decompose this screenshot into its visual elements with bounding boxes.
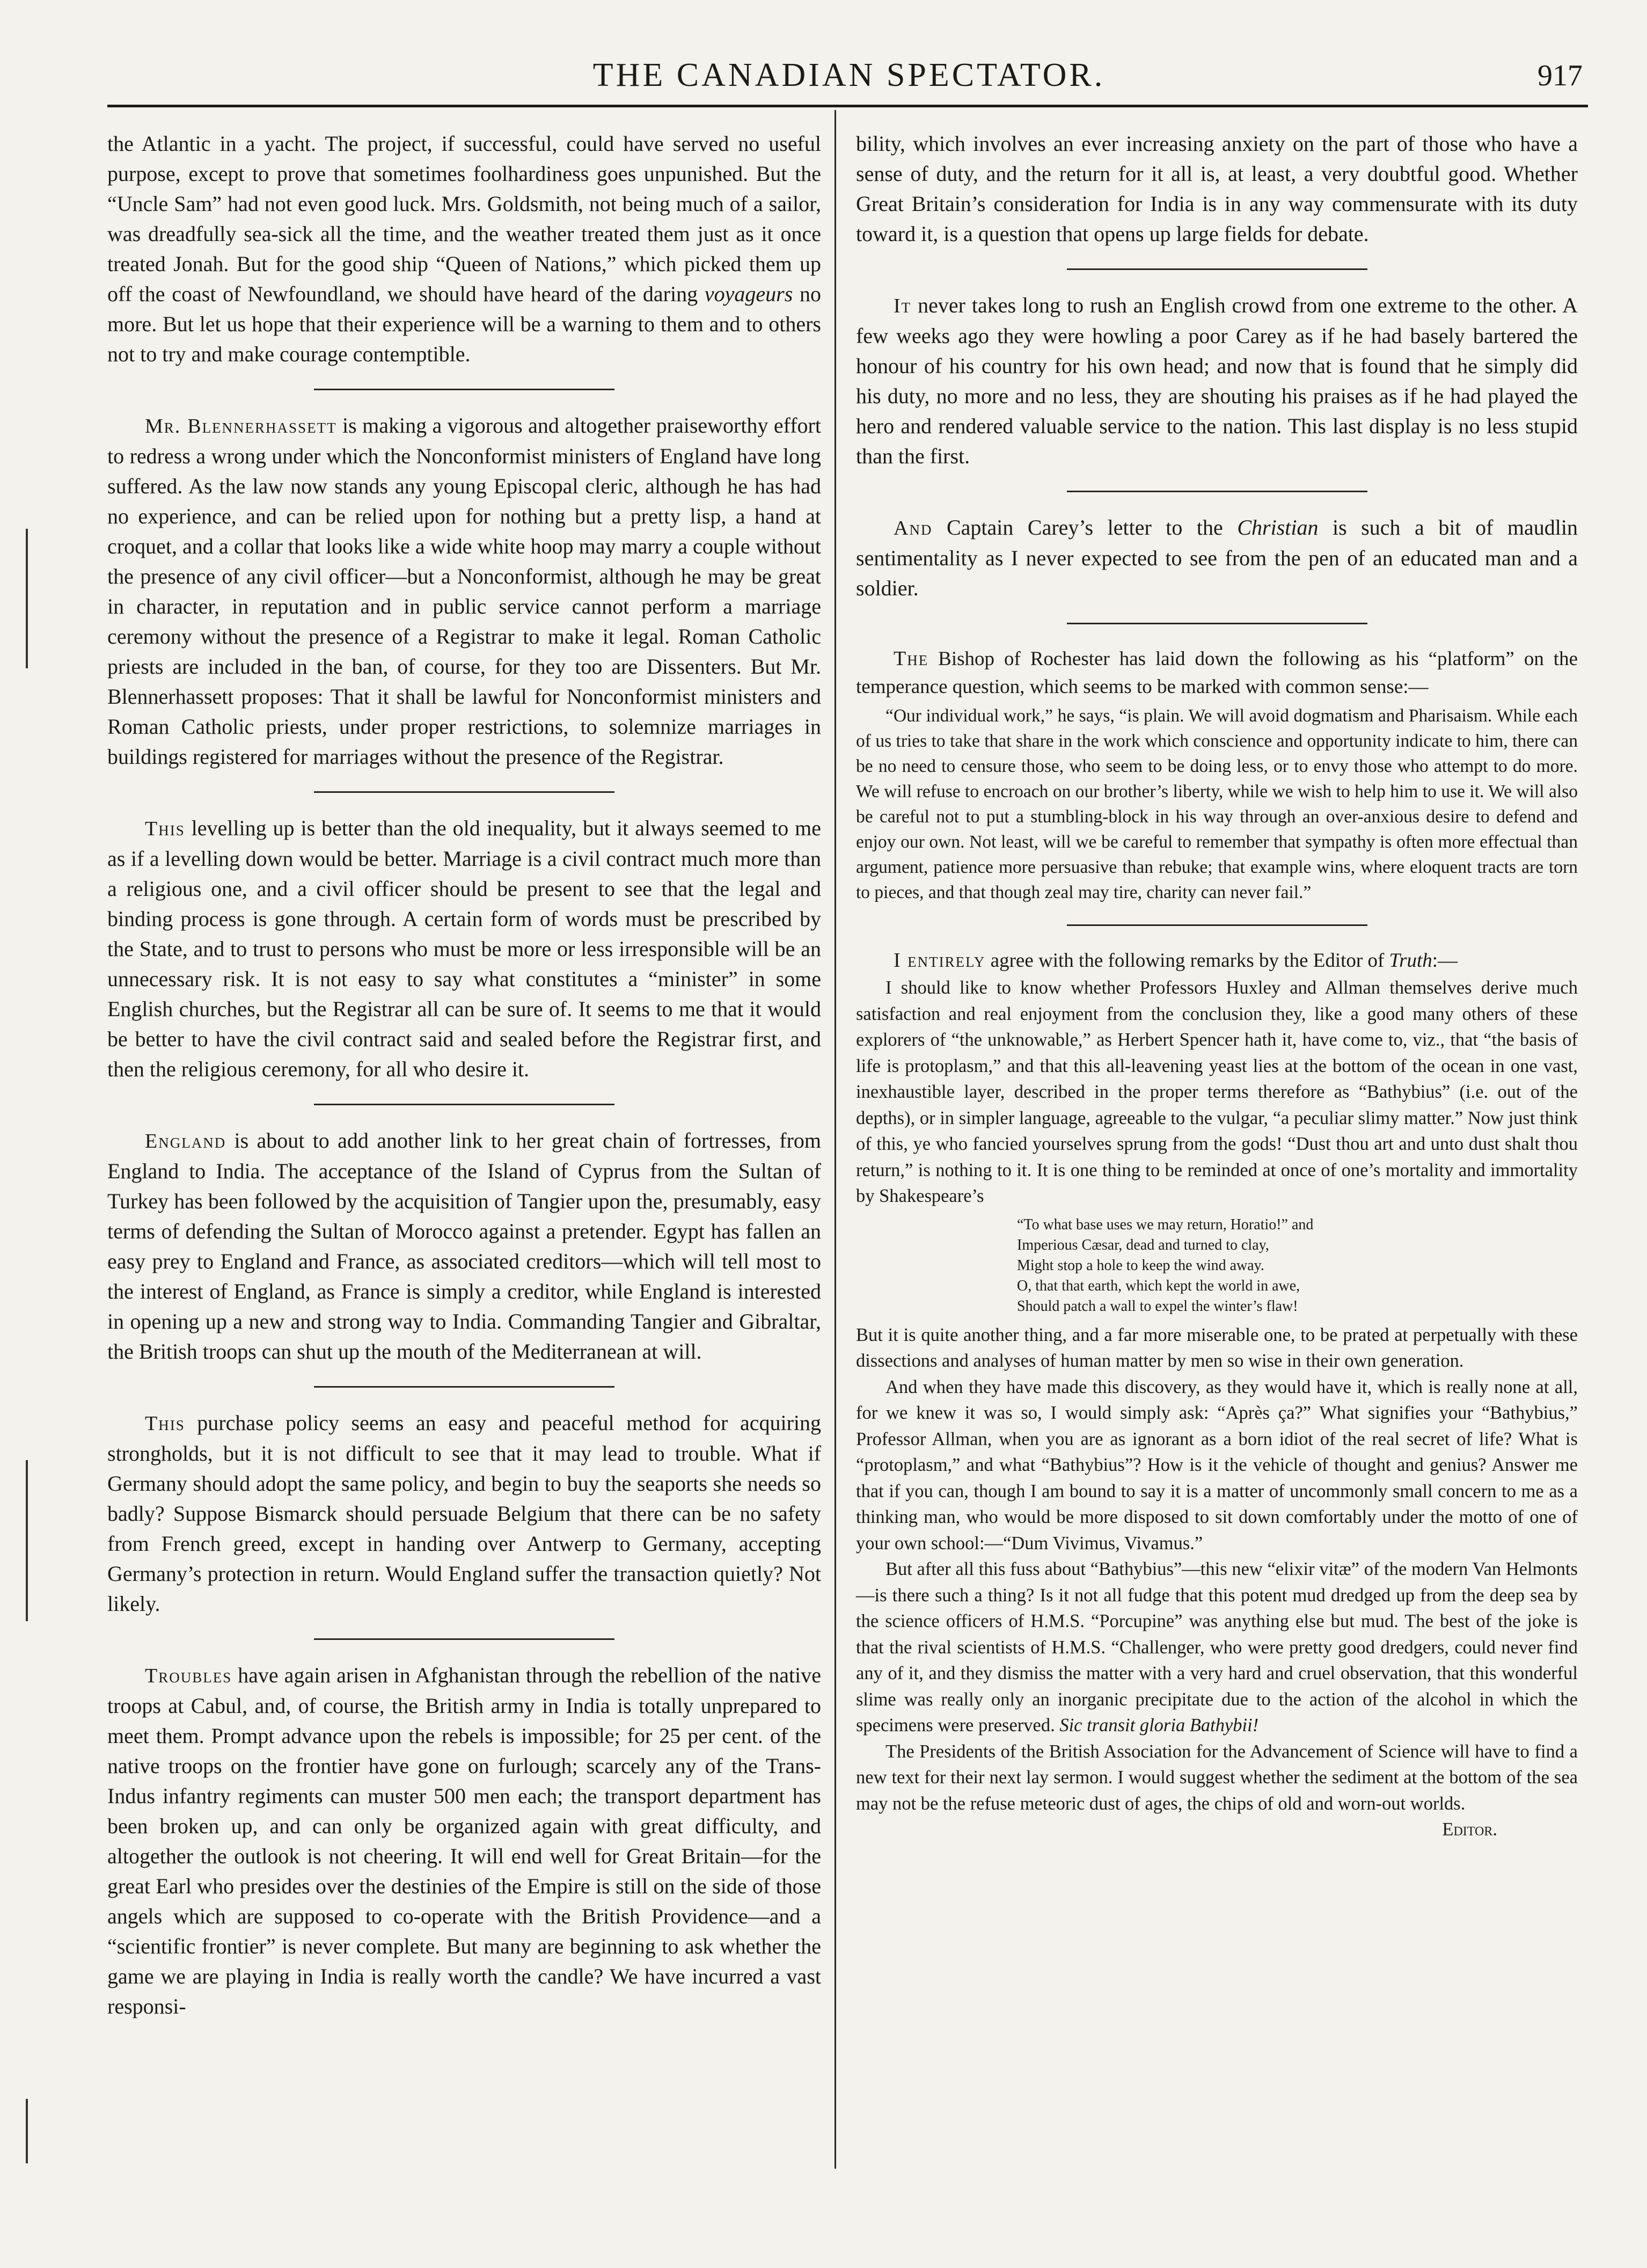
right-column <box>856 129 1578 1843</box>
excerpt-paragraph: The Presidents of the British Association for the Advancement of Science will have to find a new text for their next lay sermon. I would suggest whether the sediment at the bottom of the sea may not be the refuse meteoric dust of ages, the chips of old and worn-out worlds. <box>856 1741 1578 1814</box>
margin-mark <box>26 1460 28 1621</box>
poem-line: Might stop a hole to keep the wind away. <box>1017 1257 1264 1274</box>
section-separator <box>314 1638 614 1640</box>
publication-title: THE CANADIAN SPECTATOR. <box>592 57 1106 93</box>
left-column <box>107 129 821 2022</box>
poem-line: “To what base uses we may return, Horatio!” and <box>1017 1216 1314 1233</box>
section-separator <box>314 1104 614 1105</box>
article-paragraph: It never takes long to rush an English crowd from one extreme to the other. A few weeks ago they were howling a poor Carey as if he had basely bartered the honour of his country for his own head; and now that is found that he simply did his duty, no more and no less, they are shouting his praises as if he had played the hero and rendered valuable service to the nation. This last display is no less stupid than the first. <box>856 293 1578 468</box>
editor-signature: Editor. <box>1442 1819 1497 1840</box>
section-separator <box>1067 924 1367 926</box>
article-paragraph: Mr. Blennerhassett is making a vigorous and altogether praiseworthy effort to redress a wrong under which the Nonconformist ministers of England have long suffered. As the law now stands any young Episcopal cleric, although he has had no experience, and can be relied upon for nothing but a pretty lisp, a hand at croquet, and a collar that looks like a wide white hoop may marry a couple without the presence of any civil officer—but a Nonconformist, although he may be great in character, in reputation and in public service cannot perform a marriage ceremony without the presence of a Registrar to make it legal. Roman Catholic priests are included in the ban, of course, for they too are Dissenters. But Mr. Blennerhassett proposes: That it shall be lawful for Nonconformist ministers and Roman Catholic priests, under proper restrictions, to solemnize marriages in buildings registered for marriages without the presence of the Registrar. <box>107 413 821 769</box>
article-paragraph: Troubles have again arisen in Afghanistan through the rebellion of the native troops at Cabul, and, of course, the British army in India is totally unprepared to meet them. Prompt advance upon the rebels is impossible; for 25 per cent. of the native troops on the frontier have gone on furlough; scarcely any of the Trans-Indus infantry regiments can muster 500 men each; the transport department has been broken up, and can only be organized again with great difficulty, and altogether the outlook is not cheering. It will end well for Great Britain—for the great Earl who presides over the destinies of the Empire is still on the side of those angels which are supposed to co-operate with the British Providence—and a “scientific frontier” is never complete. But many are beginning to ask whether the game we are playing in India is really worth the candle? We have incurred a vast responsi- <box>107 1663 821 2018</box>
excerpt-paragraph: And when they have made this discovery, as they would have it, which is really none at all, for we knew it was so, I would simply ask: “Après ça?” What signifies your “Bathybius,” Professor Allman, when you are as ignorant as a born idiot of the real secret of life? What is “protoplasm,” and what “Bathybius”? How is it the vehicle of thought and genius? Answer me that if you can, though I am bound to say it is a matter of uncommonly small concern to me as a thinking man, who would be more disposed to sit down comfortably under the motto of one of your own school:—“Dum Vivimus, Vivamus.” <box>856 1376 1578 1554</box>
shakespeare-quote <box>1017 1215 1578 1317</box>
article-paragraph: And Captain Carey’s letter to the Christian is such a bit of maudlin sentimentality as I never expected to see from the pen of an educated man and a soldier. <box>856 515 1578 600</box>
quote-paragraph: “Our individual work,” he says, “is plain. We will avoid dogmatism and Pharisaism. While each of us tries to take that share in the work which conscience and opportunity indicate to him, there can be no need to censure those, who seem to be doing less, or to envy those who attempt to do more. We will refuse to encroach on our brother’s liberty, while we wish to help him to use it. We will also be careful not to put a stumbling-block in his way through an over-anxious desire to defend and enjoy our own. Not least, will we be careful to remember that sympathy is often more effectual than argument, patience more persuasive than rebuke; that example wins, where eloquent tracts are torn to pieces, and that though zeal may tire, charity can never fail.” <box>856 706 1578 902</box>
article-paragraph: The Bishop of Rochester has laid down the following as his “platform” on the temperance question, which seems to be marked with common sense:— <box>856 647 1578 698</box>
section-separator <box>314 389 614 390</box>
poem-line: Imperious Cæsar, dead and turned to clay, <box>1017 1236 1269 1253</box>
article-paragraph: the Atlantic in a yacht. The project, if successful, could have served no useful purpose, except to prove that sometimes foolhardiness goes unpunished. But the “Uncle Sam” had not even good luck. Mrs. Goldsmith, not being much of a sailor, was dreadfully sea-sick all the time, and the weather treated them just as it once treated Jonah. But for the good ship “Queen of Nations,” which picked them up off the coast of Newfoundland, we should have heard of the daring voyageurs no more. But let us hope that their experience will be a warning to them and to others not to try and make courage contemptible. <box>107 132 821 366</box>
article-paragraph: This levelling up is better than the old inequality, but it always seemed to me as if a levelling down would be better. Marriage is a civil contract much more than a religious one, and a civil officer should be present to see that the legal and binding process is gone through. A certain form of words must be prescribed by the State, and to trust to persons who must be more or less irresponsible will be an unnecessary risk. It is not easy to say what constitutes a “minister” in some English churches, but the Registrar all can be sure of. It seems to me that it would be better to have the civil contract said and sealed before the Registrar first, and then the religious ceremony, for all who desire it. <box>107 816 821 1081</box>
truth-excerpt <box>856 975 1578 1843</box>
column-divider <box>835 110 836 2169</box>
margin-mark <box>26 2099 28 2163</box>
excerpt-paragraph: But it is quite another thing, and a far more miserable one, to be prated at perpetually with these dissections and analyses of human matter by men so wise in their own generation. <box>856 1324 1578 1371</box>
excerpt-paragraph: I should like to know whether Professors Huxley and Allman themselves derive much satisfaction and real enjoyment from the conclusion they, like a good many others of these explorers of “the unknowable,” as Herbert Spencer hath it, have come to, viz., that “the basis of life is protoplasm,” and that this all-leavening yeast lies at the bottom of the ocean in one vast, inexhaustible layer, described in the proper terms therefore as “Bathybius” (i.e. out of the depths), or in simpler language, agreeable to the vulgar, “a peculiar slimy matter.” Now just think of this, ye who fancied yourselves sprung from the gods! “Dust thou art and unto dust shalt thou return,” is nothing to it. It is one thing to be reminded at once of one’s mortality and immortality by Shakespeare’s <box>856 978 1578 1206</box>
page-header <box>115 51 1583 110</box>
poem-line: O, that that earth, which kept the world in awe, <box>1017 1277 1300 1294</box>
header-rule <box>107 105 1588 107</box>
article-paragraph: I entirely agree with the following remarks by the Editor of Truth:— <box>894 949 1458 972</box>
bishop-quote <box>856 703 1578 905</box>
section-separator <box>314 791 614 793</box>
poem-line: Should patch a wall to expel the winter’s flaw! <box>1017 1297 1298 1315</box>
section-separator <box>314 1386 614 1388</box>
margin-mark <box>26 529 28 668</box>
article-paragraph: England is about to add another link to her great chain of fortresses, from England to India. The acceptance of the Island of Cyprus from the Sultan of Turkey has been followed by the acquisition of Tangier upon the, presumably, easy terms of defending the Sultan of Morocco against a pretender. Egypt has fallen an easy prey to England and France, as associated creditors—which will tell most to the interest of England, as France is simply a creditor, while England is interested in opening up a new and strong way to India. Commanding Tangier and Gibraltar, the British troops can shut up the mouth of the Mediterranean at will. <box>107 1128 821 1363</box>
article-paragraph: This purchase policy seems an easy and peaceful method for acquiring strongholds, but it is not difficult to see that it may lead to trouble. What if Germany should adopt the same policy, and begin to buy the seaports she needs so badly? Suppose Bismarck should persuade Belgium that there can be no safety from French greed, except in handing over Antwerp to Germany, accepting Germany’s protection in return. Would England suffer the transaction quietly? Not likely. <box>107 1411 821 1616</box>
page-number: 917 <box>1538 59 1583 92</box>
section-separator <box>1067 623 1367 624</box>
excerpt-paragraph: But after all this fuss about “Bathybius”—this new “elixir vitæ” of the modern Van Helmonts—is there such a thing? Is it not all fudge that this potent mud dredged up from the deep sea by the science officers of H.M.S. “Porcupine” was anything else but mud. The best of the joke is that the rival scientists of H.M.S. “Challenger, who were pretty good dredgers, could never find any of it, and they dismiss the matter with a very hard and cruel observation, that this wonderful slime was really only an inorganic precipitate due to the action of the alcohol in which the specimens were preserved. Sic transit gloria Bathybii! <box>856 1559 1578 1735</box>
article-paragraph: bility, which involves an ever increasing anxiety on the part of those who have a sense of duty, and the return for it all is, at least, a very doubtful good. Whether Great Britain’s consideration for India is in any way commensurate with its duty toward it, is a question that opens up large fields for debate. <box>856 132 1578 246</box>
section-separator <box>1067 268 1367 270</box>
section-separator <box>1067 491 1367 492</box>
